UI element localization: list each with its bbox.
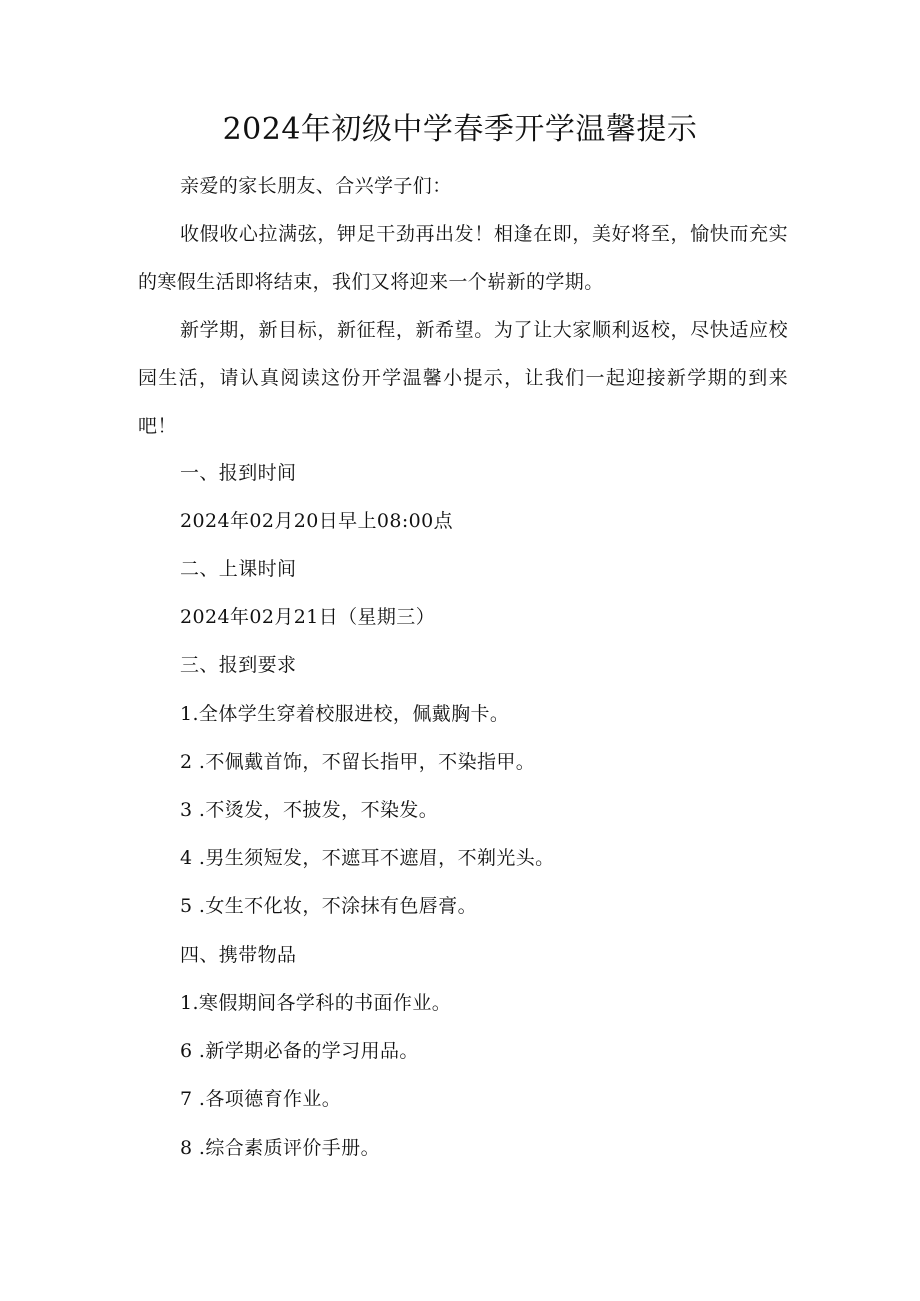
section-heading-registration-time: 一、报到时间 (180, 462, 297, 484)
requirement-item: 5 .女生不化妆，不涂抹有色唇膏。 (180, 895, 477, 917)
bring-item: 8 .综合素质评价手册。 (180, 1137, 380, 1159)
requirement-item: 4 .男生须短发，不遮耳不遮眉，不剃光头。 (180, 847, 555, 869)
registration-time-text: 2024年02月20日早上08:00点 (180, 510, 454, 532)
document-title: 2024年初级中学春季开学温馨提示 (222, 112, 698, 147)
intro-paragraph-2: 新学期，新目标，新征程，新希望。为了让大家顺利返校，尽快适应校园生活，请认真阅读这份开学温馨小提示，让我们一起迎接新学期的到来吧！ (138, 319, 788, 437)
bring-item: 7 .各项德育作业。 (180, 1088, 342, 1110)
requirement-item: 1.全体学生穿着校服进校，佩戴胸卡。 (180, 703, 510, 725)
class-time-text: 2024年02月21日（星期三） (180, 606, 436, 628)
bring-item: 1.寒假期间各学科的书面作业。 (180, 992, 452, 1014)
intro-paragraph-1: 收假收心拉满弦，钾足干劲再出发！相逢在即，美好将至，愉快而充实的寒假生活即将结束，我们又将迎来一个崭新的学期。 (138, 223, 788, 293)
requirement-item: 3 .不烫发，不披发，不染发。 (180, 799, 439, 821)
section-heading-items-to-bring: 四、携带物品 (180, 944, 297, 966)
greeting: 亲爱的家长朋友、合兴学子们： (180, 175, 452, 197)
section-heading-class-time: 二、上课时间 (180, 558, 297, 580)
requirement-item: 2 .不佩戴首饰，不留长指甲，不染指甲。 (180, 751, 536, 773)
bring-item: 6 .新学期必备的学习用品。 (180, 1040, 419, 1062)
section-heading-requirements: 三、报到要求 (180, 654, 297, 676)
